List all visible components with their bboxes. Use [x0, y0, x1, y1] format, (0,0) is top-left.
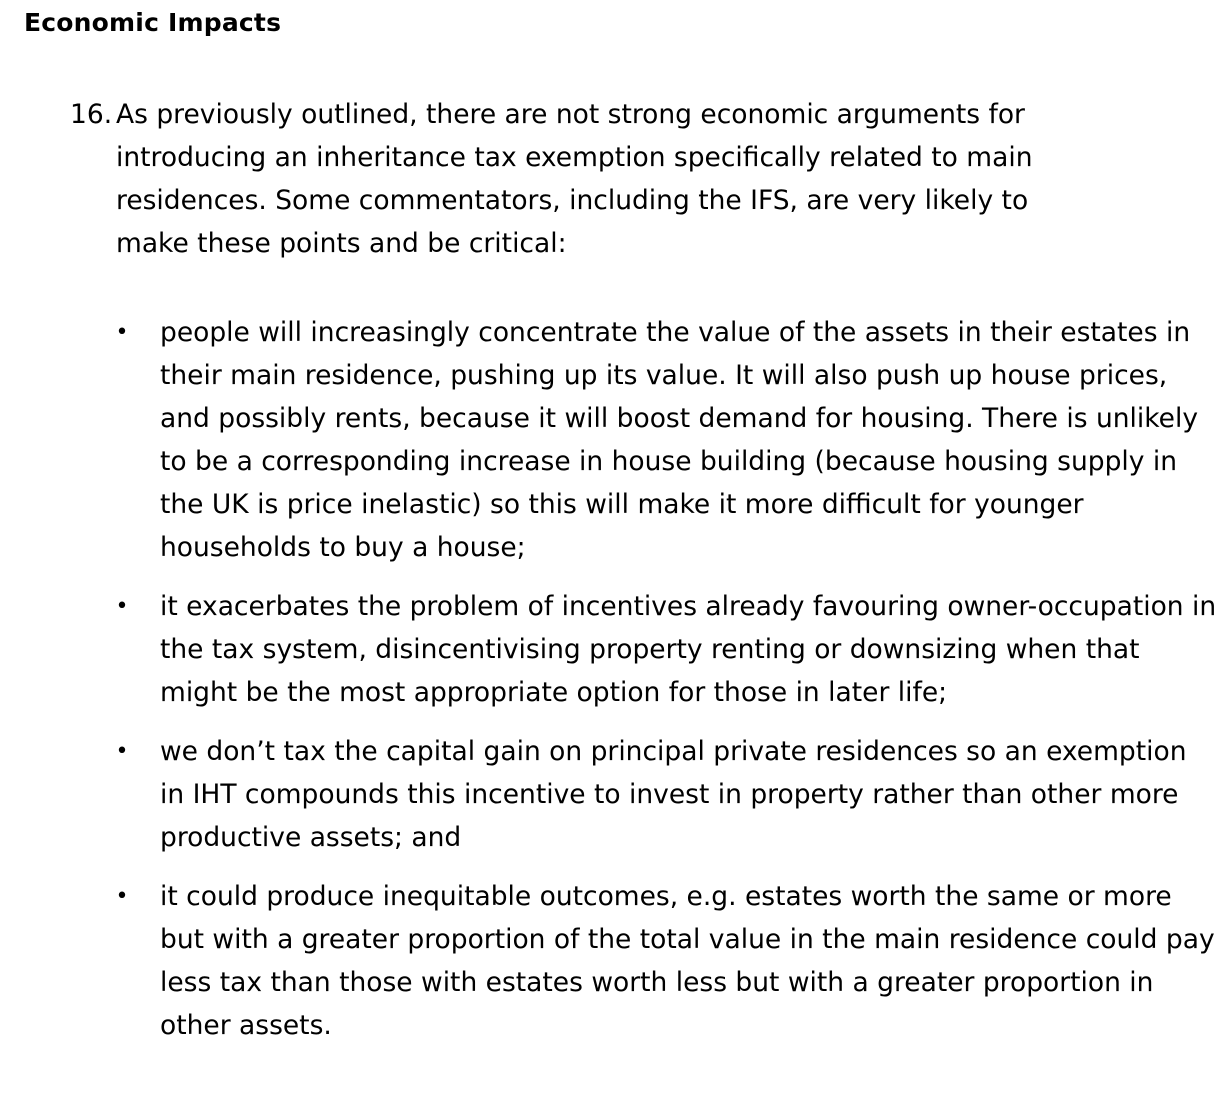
bullet-dot-icon: • [115, 884, 129, 909]
bullet-list [112, 311, 1217, 1063]
bullet-item [112, 585, 1217, 714]
bullet-item [112, 311, 1217, 569]
bullet-dot-icon: • [115, 739, 129, 764]
bullet-dot-icon: • [115, 594, 129, 619]
bullet-text: it could produce inequitable outcomes, e.g. estates worth the same or more but with a greater proportion of the total value in the main residence could pay less tax than those with estates worth less but with a greater proportion in other assets. [160, 881, 1215, 1041]
bullet-text: we don’t tax the capital gain on principal private residences so an exemption in IHT compounds this incentive to invest in property rather than other more productive assets; and [160, 736, 1187, 853]
bullet-text: people will increasingly concentrate the value of the assets in their estates in their main residence, pushing up its value. It will also push up house prices, and possibly rents, because it will boost demand for housing. There is unlikely to be a corresponding increase in house building (because housing supply in the UK is price inelastic) so this will make it more difficult for younger households to buy a house; [160, 317, 1199, 563]
paragraph-16 [70, 93, 1090, 265]
bullet-item [112, 875, 1217, 1047]
bullet-dot-icon: • [115, 320, 129, 345]
paragraph-text: As previously outlined, there are not strong economic arguments for introducing an inheritance tax exemption specifically related to main residences. Some commentators, including the IFS, are very likely to make these points and be critical: [116, 99, 1033, 259]
bullet-item [112, 730, 1217, 859]
paragraph-number: 16. [70, 99, 113, 130]
section-heading: Economic Impacts [24, 8, 282, 37]
bullet-text: it exacerbates the problem of incentives already favouring owner-occupation in the tax system, disincentivising property renting or downsizing when that might be the most appropriate option for those in later life; [160, 591, 1217, 708]
